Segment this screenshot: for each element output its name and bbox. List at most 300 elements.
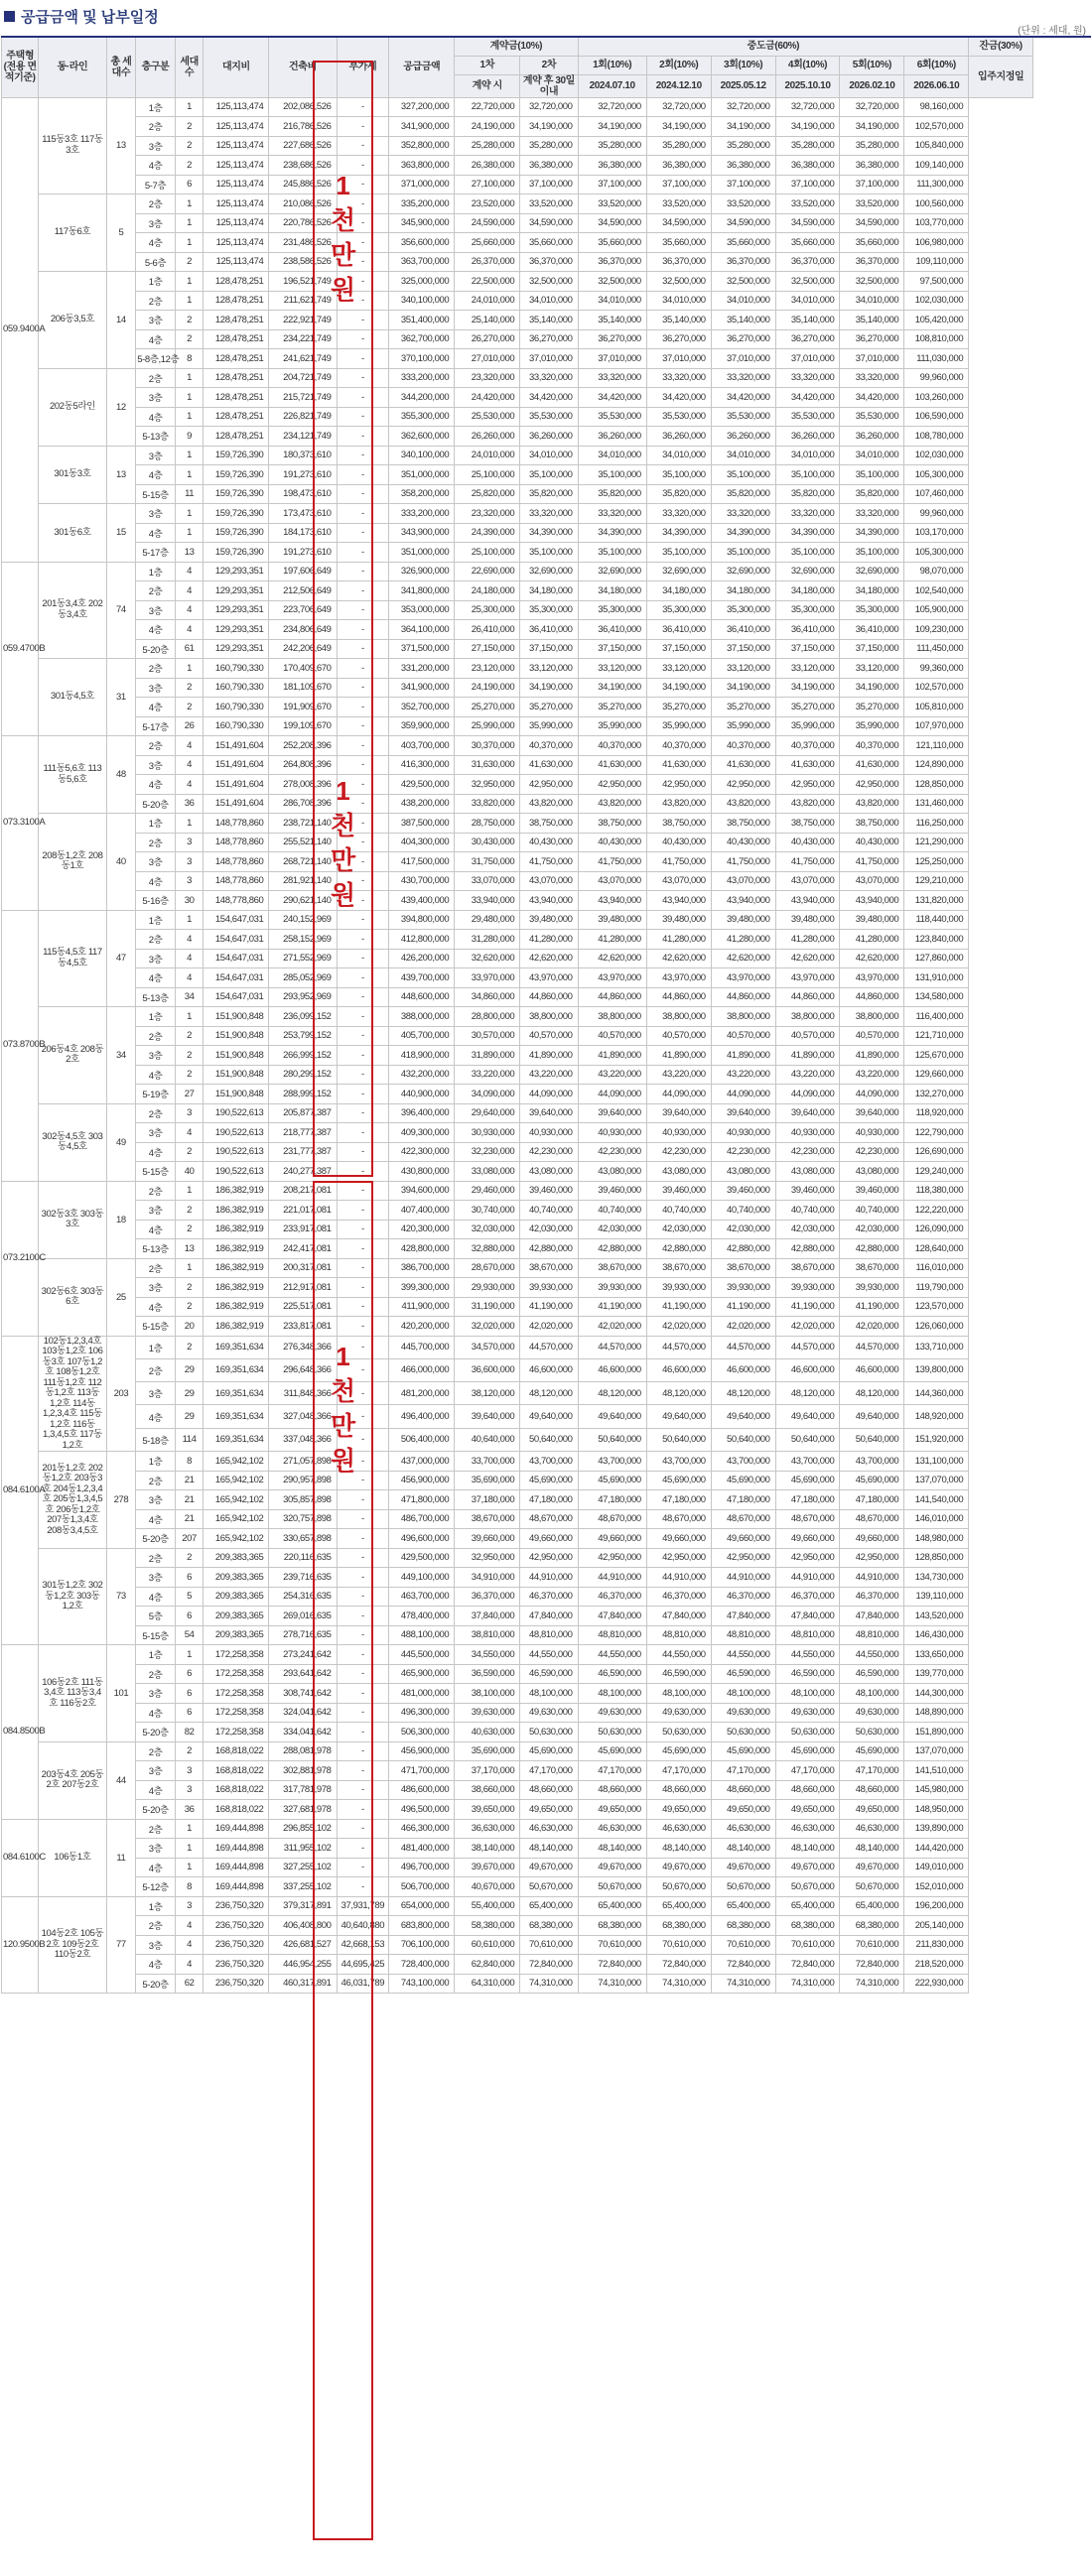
cell: 165,942,102 — [204, 1509, 269, 1529]
cell: - — [337, 1103, 389, 1123]
table-row — [2, 349, 1092, 369]
cell: 74,310,000 — [578, 1974, 646, 1994]
cell: 34,010,000 — [520, 291, 578, 311]
cell: 125,113,474 — [204, 97, 269, 117]
cell: 4층 — [136, 698, 176, 717]
type-cell: 059.4700B — [2, 562, 39, 736]
cell: 29 — [175, 1405, 204, 1428]
cell: 34,010,000 — [578, 291, 646, 311]
cell: 49,640,000 — [646, 1405, 711, 1428]
cell: 48,100,000 — [520, 1684, 578, 1704]
col-contract-1: 1차 — [455, 56, 520, 74]
cell: 32,500,000 — [646, 272, 711, 292]
cell: 116,250,000 — [904, 814, 969, 834]
table-row — [2, 1741, 1092, 1761]
cell: 293,952,969 — [269, 987, 337, 1007]
cell: 506,300,000 — [389, 1723, 455, 1742]
cell: 60,610,000 — [455, 1935, 520, 1955]
cell: 6 — [175, 1607, 204, 1626]
cell: 24,180,000 — [455, 581, 520, 601]
cell: 48,810,000 — [646, 1625, 711, 1645]
cell: - — [337, 1452, 389, 1472]
cell: 50,670,000 — [646, 1877, 711, 1897]
cell: - — [337, 930, 389, 950]
cell: 34,590,000 — [646, 213, 711, 233]
cell: 48,810,000 — [520, 1625, 578, 1645]
cell: 2층 — [136, 1741, 176, 1761]
cell: 2층 — [136, 1258, 176, 1278]
cell: 172,258,358 — [204, 1664, 269, 1684]
cell: 34,190,000 — [840, 678, 904, 698]
cell: 33,120,000 — [711, 659, 775, 679]
cell: 72,840,000 — [711, 1955, 775, 1975]
cell: 3층 — [136, 1046, 176, 1066]
cell: - — [337, 349, 389, 369]
cell: 50,630,000 — [711, 1723, 775, 1742]
cell: 105,300,000 — [904, 465, 969, 485]
cell: 2층 — [136, 1103, 176, 1123]
table-row — [2, 1858, 1092, 1877]
cell: 429,500,000 — [389, 775, 455, 795]
table-row — [2, 1723, 1092, 1742]
cell: 70,610,000 — [711, 1935, 775, 1955]
cell: 471,800,000 — [389, 1490, 455, 1510]
cell: 44,550,000 — [520, 1645, 578, 1665]
cell: 285,052,969 — [269, 968, 337, 988]
cell: 40,740,000 — [520, 1201, 578, 1221]
cell: 3 — [175, 1761, 204, 1781]
cell: 405,700,000 — [389, 1026, 455, 1046]
cell: 356,600,000 — [389, 233, 455, 253]
cell: 159,726,390 — [204, 543, 269, 563]
table-row — [2, 639, 1092, 659]
cell: 131,460,000 — [904, 794, 969, 814]
table-row — [2, 562, 1092, 581]
cell: 48,140,000 — [520, 1839, 578, 1859]
cell: 31,750,000 — [455, 852, 520, 872]
cell: 2층 — [136, 1358, 176, 1381]
cell: 39,460,000 — [578, 1181, 646, 1201]
cell: 49,630,000 — [711, 1703, 775, 1723]
cell: 102,570,000 — [904, 678, 969, 698]
cell: 125,113,474 — [204, 175, 269, 194]
cell: 129,293,351 — [204, 562, 269, 581]
cell: 268,721,140 — [269, 852, 337, 872]
cell: - — [337, 1181, 389, 1201]
cell: 33,970,000 — [455, 968, 520, 988]
cell: 37,100,000 — [520, 175, 578, 194]
cell: 50,670,000 — [840, 1877, 904, 1897]
cell: - — [337, 1858, 389, 1877]
cell: 44,090,000 — [711, 1085, 775, 1104]
cell: 4 — [175, 600, 204, 620]
cell: 399,300,000 — [389, 1278, 455, 1298]
cell: 35,280,000 — [840, 136, 904, 156]
cell: 36,270,000 — [646, 329, 711, 349]
cell: 1 — [175, 910, 204, 930]
cell: 35,100,000 — [646, 465, 711, 485]
cell: 186,382,919 — [204, 1317, 269, 1337]
cell: 42,230,000 — [775, 1142, 840, 1162]
cell: 3층 — [136, 1123, 176, 1143]
cell: 5-15층 — [136, 1625, 176, 1645]
cell: 46,590,000 — [840, 1664, 904, 1684]
cell: 168,818,022 — [204, 1741, 269, 1761]
cell: 43,700,000 — [520, 1452, 578, 1472]
cell: 200,317,081 — [269, 1258, 337, 1278]
cell: 3층 — [136, 388, 176, 408]
cell: 35,140,000 — [646, 311, 711, 330]
cell: 41,750,000 — [840, 852, 904, 872]
cell: 49,640,000 — [520, 1405, 578, 1428]
table-row — [2, 1317, 1092, 1337]
cell: 341,900,000 — [389, 117, 455, 137]
cell: - — [337, 775, 389, 795]
page-header — [0, 0, 1092, 36]
cell: 68,380,000 — [711, 1916, 775, 1936]
cell: - — [337, 117, 389, 137]
cell: 3 — [175, 1896, 204, 1916]
cell: 44,910,000 — [578, 1568, 646, 1588]
cell: 429,500,000 — [389, 1548, 455, 1568]
cell: 344,200,000 — [389, 388, 455, 408]
cell: 43,970,000 — [775, 968, 840, 988]
cell: 129,293,351 — [204, 620, 269, 640]
cell: 47,170,000 — [711, 1761, 775, 1781]
cell: 25,820,000 — [455, 484, 520, 504]
cell: 4층 — [136, 1220, 176, 1239]
cell: 43,940,000 — [775, 891, 840, 911]
cell: 48,120,000 — [775, 1382, 840, 1405]
cell: 65,400,000 — [775, 1896, 840, 1916]
cell: 33,520,000 — [646, 194, 711, 214]
cell: 151,900,848 — [204, 1046, 269, 1066]
cell: - — [337, 1548, 389, 1568]
cell: 32,690,000 — [775, 562, 840, 581]
cell: 49,660,000 — [646, 1529, 711, 1549]
cell: - — [337, 1007, 389, 1027]
cell: 121,290,000 — [904, 833, 969, 852]
cell: 128,478,251 — [204, 272, 269, 292]
cell: 41,280,000 — [578, 930, 646, 950]
cell: 35,530,000 — [775, 407, 840, 427]
cell: 5-6층 — [136, 252, 176, 272]
cell: 43,940,000 — [711, 891, 775, 911]
cell: 34,190,000 — [520, 117, 578, 137]
cell: - — [337, 1220, 389, 1239]
table-row — [2, 194, 1092, 214]
cell: 46,600,000 — [646, 1358, 711, 1381]
cell: 35,820,000 — [520, 484, 578, 504]
cell: 293,641,642 — [269, 1664, 337, 1684]
cell: 108,780,000 — [904, 427, 969, 447]
cell: - — [337, 484, 389, 504]
cell: - — [337, 987, 389, 1007]
cell: - — [337, 1239, 389, 1259]
cell: 6 — [175, 175, 204, 194]
cell: 209,383,365 — [204, 1607, 269, 1626]
cell: 41,890,000 — [520, 1046, 578, 1066]
table-row — [2, 543, 1092, 563]
cell: 102,030,000 — [904, 446, 969, 465]
cell: 30,370,000 — [455, 736, 520, 756]
cell: 34,420,000 — [520, 388, 578, 408]
cell: 34,420,000 — [646, 388, 711, 408]
cell: 160,790,330 — [204, 659, 269, 679]
cell: 4 — [175, 1935, 204, 1955]
cell: 40,930,000 — [711, 1123, 775, 1143]
cell: 105,420,000 — [904, 311, 969, 330]
cell: 36,260,000 — [775, 427, 840, 447]
cell: 65,400,000 — [711, 1896, 775, 1916]
contract-note-char: 1 — [336, 1342, 350, 1371]
cell: 43,820,000 — [646, 794, 711, 814]
cell: 38,670,000 — [775, 1258, 840, 1278]
cell: 42,950,000 — [520, 1548, 578, 1568]
cell: - — [337, 156, 389, 176]
cell: 240,277,387 — [269, 1162, 337, 1182]
cell: 46,590,000 — [775, 1664, 840, 1684]
cell: 35,100,000 — [711, 465, 775, 485]
cell: 33,320,000 — [520, 504, 578, 524]
cell: 118,440,000 — [904, 910, 969, 930]
cell: 238,686,526 — [269, 156, 337, 176]
cell: 41,280,000 — [775, 930, 840, 950]
cell: 35,270,000 — [520, 698, 578, 717]
cell: 24,420,000 — [455, 388, 520, 408]
cell: 466,300,000 — [389, 1819, 455, 1839]
cell: 48,100,000 — [775, 1684, 840, 1704]
cell: 148,890,000 — [904, 1703, 969, 1723]
type-cell: 084.6100A — [2, 1336, 39, 1645]
cell: 55,400,000 — [455, 1896, 520, 1916]
cell: - — [337, 233, 389, 253]
cell: - — [337, 678, 389, 698]
cell: - — [337, 1297, 389, 1317]
table-row — [2, 1607, 1092, 1626]
cell: 226,821,749 — [269, 407, 337, 427]
cell: 46,031,789 — [337, 1974, 389, 1994]
cell: 42,030,000 — [711, 1220, 775, 1239]
cell: 26,370,000 — [455, 252, 520, 272]
table-row — [2, 1974, 1092, 1994]
dong-cell: 115동3호 117동3호 — [39, 97, 106, 194]
cell: 34,180,000 — [578, 581, 646, 601]
cell: - — [337, 1142, 389, 1162]
cell: 34,180,000 — [775, 581, 840, 601]
cell: 351,000,000 — [389, 543, 455, 563]
cell: 5-20층 — [136, 1723, 176, 1742]
cell: 33,120,000 — [775, 659, 840, 679]
cell: 238,586,526 — [269, 252, 337, 272]
cell: 38,810,000 — [455, 1625, 520, 1645]
cell: 33,120,000 — [520, 659, 578, 679]
cell: 36,380,000 — [711, 156, 775, 176]
cell: 34,190,000 — [578, 117, 646, 137]
cell: 6 — [175, 1568, 204, 1588]
cell: 70,610,000 — [646, 1935, 711, 1955]
cell: 46,600,000 — [711, 1358, 775, 1381]
cell: 35,100,000 — [578, 543, 646, 563]
cell: 488,100,000 — [389, 1625, 455, 1645]
table-row — [2, 1007, 1092, 1027]
cell: 25,140,000 — [455, 311, 520, 330]
cell: 29 — [175, 1382, 204, 1405]
cell: 311,955,102 — [269, 1839, 337, 1859]
cell: 70,610,000 — [520, 1935, 578, 1955]
cell: 41,190,000 — [578, 1297, 646, 1317]
cell: 406,408,800 — [269, 1916, 337, 1936]
cell: 37,010,000 — [711, 349, 775, 369]
cell: 129,660,000 — [904, 1065, 969, 1085]
cell: 1 — [175, 233, 204, 253]
cell: 68,380,000 — [646, 1916, 711, 1936]
cell: 1 — [175, 1839, 204, 1859]
cell: 426,681,527 — [269, 1935, 337, 1955]
cell: 151,491,604 — [204, 736, 269, 756]
cell: 35,820,000 — [578, 484, 646, 504]
cell: 40,930,000 — [578, 1123, 646, 1143]
cell: 39,930,000 — [520, 1278, 578, 1298]
cell: 2층 — [136, 1181, 176, 1201]
cell: 340,100,000 — [389, 446, 455, 465]
cell: 70,610,000 — [775, 1935, 840, 1955]
cell: 125,113,474 — [204, 136, 269, 156]
cell: 128,478,251 — [204, 349, 269, 369]
cell: 50,640,000 — [646, 1428, 711, 1451]
cell: 34,420,000 — [840, 388, 904, 408]
cell: 148,950,000 — [904, 1800, 969, 1820]
cell: - — [337, 562, 389, 581]
cell: - — [337, 736, 389, 756]
cell: 42,880,000 — [646, 1239, 711, 1259]
cell: - — [337, 97, 389, 117]
cell: 276,348,366 — [269, 1336, 337, 1358]
cell: 38,800,000 — [840, 1007, 904, 1027]
cell: - — [337, 968, 389, 988]
type-cell: 073.8700B — [2, 910, 39, 1181]
cell: 49,670,000 — [775, 1858, 840, 1877]
cell: 241,621,749 — [269, 349, 337, 369]
sedae-cell: 44 — [106, 1741, 136, 1819]
cell: 125,113,474 — [204, 213, 269, 233]
cell: 39,480,000 — [646, 910, 711, 930]
table-row — [2, 136, 1092, 156]
cell: 45,690,000 — [840, 1741, 904, 1761]
cell: 3층 — [136, 1761, 176, 1781]
cell: 35,820,000 — [711, 484, 775, 504]
cell: 2 — [175, 329, 204, 349]
cell: 352,700,000 — [389, 698, 455, 717]
dong-cell: 206동4호 208동2호 — [39, 1007, 106, 1104]
cell: 32,720,000 — [775, 97, 840, 117]
cell: 5-17층 — [136, 716, 176, 736]
cell: 32,950,000 — [455, 1548, 520, 1568]
cell: 34,420,000 — [711, 388, 775, 408]
cell: 37,170,000 — [455, 1761, 520, 1781]
cell: 437,000,000 — [389, 1452, 455, 1472]
cell: 36,260,000 — [646, 427, 711, 447]
table-row — [2, 1548, 1092, 1568]
cell: 45,690,000 — [578, 1741, 646, 1761]
col-mid-1-date: 2024.07.10 — [578, 74, 646, 97]
cell: 186,382,919 — [204, 1201, 269, 1221]
cell: 48,660,000 — [646, 1780, 711, 1800]
cell: 49,640,000 — [840, 1405, 904, 1428]
cell: 2층 — [136, 581, 176, 601]
cell: 5-16층 — [136, 891, 176, 911]
cell: 128,640,000 — [904, 1239, 969, 1259]
cell: 49,630,000 — [520, 1703, 578, 1723]
cell: 50,640,000 — [840, 1428, 904, 1451]
table-row — [2, 1405, 1092, 1428]
cell: 35,100,000 — [646, 543, 711, 563]
cell: 172,258,358 — [204, 1645, 269, 1665]
cell: 35,990,000 — [646, 716, 711, 736]
cell: 44,570,000 — [578, 1336, 646, 1358]
cell: 209,383,365 — [204, 1548, 269, 1568]
cell: 48,100,000 — [711, 1684, 775, 1704]
cell: 36,410,000 — [646, 620, 711, 640]
sedae-cell: 14 — [106, 272, 136, 369]
cell: 3층 — [136, 678, 176, 698]
col-mid-4-date: 2025.10.10 — [775, 74, 840, 97]
table-row — [2, 1201, 1092, 1221]
cell: 43,700,000 — [711, 1452, 775, 1472]
cell: 48,660,000 — [711, 1780, 775, 1800]
table-row — [2, 329, 1092, 349]
cell: 654,000,000 — [389, 1896, 455, 1916]
table-row — [2, 1085, 1092, 1104]
col-type: 주택형 (전용 면적기준) — [2, 37, 39, 97]
cell: 46,600,000 — [775, 1358, 840, 1381]
cell: 39,640,000 — [646, 1103, 711, 1123]
cell: 47,180,000 — [711, 1490, 775, 1510]
cell: 471,700,000 — [389, 1761, 455, 1781]
cell: 82 — [175, 1723, 204, 1742]
cell: 144,420,000 — [904, 1839, 969, 1859]
cell: 33,320,000 — [646, 504, 711, 524]
cell: 43,970,000 — [711, 968, 775, 988]
cell: - — [337, 1587, 389, 1607]
cell: 4층 — [136, 1780, 176, 1800]
table-row — [2, 1428, 1092, 1451]
cell: 2 — [175, 1548, 204, 1568]
cell: 34,010,000 — [646, 446, 711, 465]
cell: 3층 — [136, 852, 176, 872]
cell: 32,720,000 — [578, 97, 646, 117]
cell: - — [337, 213, 389, 233]
cell: 41,630,000 — [840, 755, 904, 775]
cell: 98,070,000 — [904, 562, 969, 581]
cell: - — [337, 1405, 389, 1428]
cell: - — [337, 427, 389, 447]
table-row — [2, 1258, 1092, 1278]
cell: 204,721,749 — [269, 368, 337, 388]
cell: 33,080,000 — [455, 1162, 520, 1182]
cell: 34,590,000 — [711, 213, 775, 233]
cell: 47,840,000 — [775, 1607, 840, 1626]
cell: 33,320,000 — [646, 368, 711, 388]
cell: 34,390,000 — [775, 523, 840, 543]
cell: 25,530,000 — [455, 407, 520, 427]
cell: 151,491,604 — [204, 775, 269, 795]
cell: 280,299,152 — [269, 1065, 337, 1085]
col-mid-1: 1회(10%) — [578, 56, 646, 74]
cell: 48,100,000 — [840, 1684, 904, 1704]
table-row — [2, 97, 1092, 117]
cell: - — [337, 1358, 389, 1381]
